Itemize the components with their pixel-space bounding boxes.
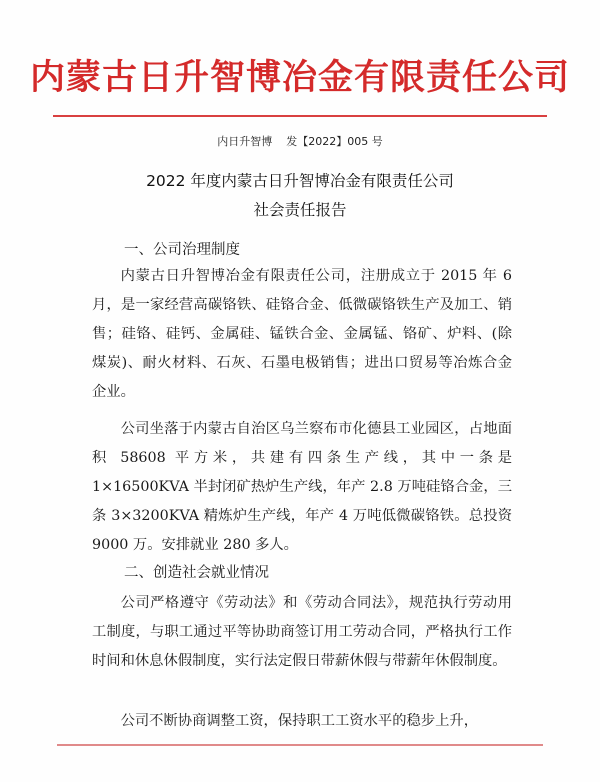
document-number-value: 发【2022】005 号 <box>286 135 383 148</box>
report-title-line2: 社会责任报告 <box>253 201 347 219</box>
letterhead-company-name: 内蒙古日升智博冶金有限责任公司 <box>29 57 570 98</box>
paragraph-labor-law: 公司严格遵守《劳动法》和《劳动合同法》，规范执行劳动用工制度，与职工通过平等协助商签订用工劳动合同，严格执行工作时间和休息休假制度，实行法定假日带薪休假与带薪年休假制度。 <box>92 595 512 669</box>
section-heading-employment: 二、创造社会就业情况 <box>124 565 269 581</box>
paragraph-company-location: 公司坐落于内蒙古自治区乌兰察布市化德县工业园区，占地面积 58608 平方米，共建有四条生产线，其中一条是 1×16500KVA 半封闭矿热炉生产线，年产 2.8 万吨硅铬合金，三条 3×3200KVA 精炼炉生产线，年产 4 万吨低微碳铬铁。总投资 9000 万。安排就业 280 多人。 <box>92 421 512 553</box>
letterhead-red-rule <box>53 115 547 117</box>
footer-red-rule <box>57 744 543 746</box>
section-heading-governance: 一、公司治理制度 <box>124 242 240 258</box>
paragraph-wages: 公司不断协商调整工资，保持职工工资水平的稳步上升， <box>120 713 479 729</box>
document-issuer: 内日升智博 <box>217 135 273 148</box>
document-number <box>0 134 600 150</box>
paragraph-company-intro: 内蒙古日升智博冶金有限责任公司，注册成立于 2015 年 6 月，是一家经营高碳铬铁、硅铬合金、低微碳铬铁生产及加工、销售；硅铬、硅钙、金属硅、锰铁合金、金属锰、铬矿、炉料、(除煤炭)、耐火材料、石灰、石墨电极销售；进出口贸易等冶炼合金企业。 <box>92 268 512 400</box>
report-title-line1: 2022 年度内蒙古日升智博冶金有限责任公司 <box>146 172 454 190</box>
